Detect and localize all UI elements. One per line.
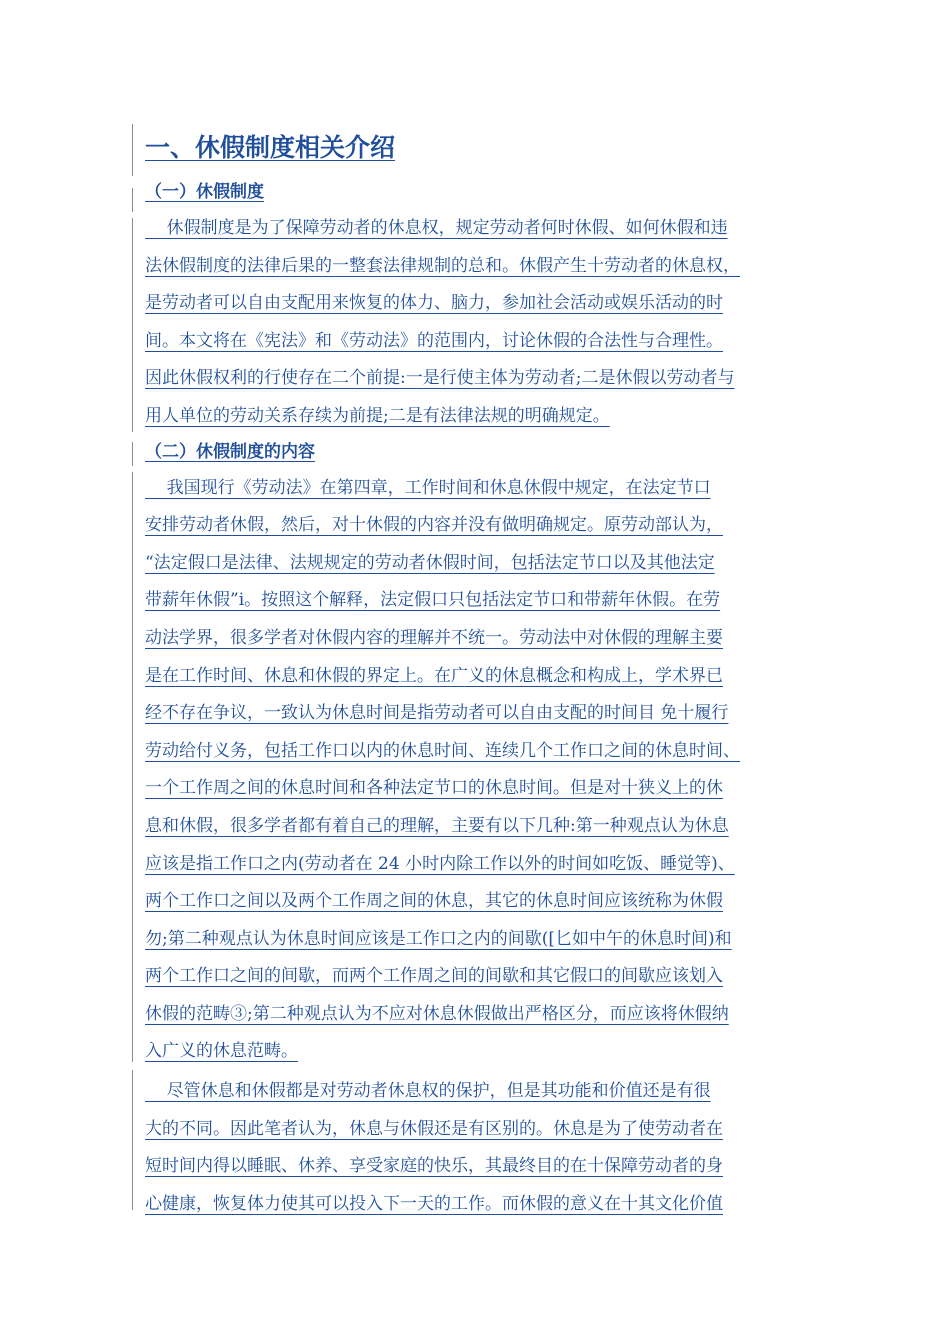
- text-line: 间。本文将在《宪法》和《劳动法》的范围内，讨论休假的合法性与合理性。: [145, 330, 723, 351]
- revision-bar-section3-body: [132, 1070, 133, 1210]
- paragraph-3: [145, 1073, 835, 1223]
- text-line: 是在工作时间、休息和休假的界定上。在广义的休息概念和构成上，学术界已: [145, 665, 723, 686]
- revision-bar-section2-body: [132, 472, 133, 1062]
- text-line: 息和休假，很多学者都有着自己的理解，主要有以下几种:第一种观点认为休息: [145, 815, 729, 836]
- text-line: 尽管休息和休假都是对劳动者休息权的保护，但是其功能和价值还是有很: [145, 1081, 711, 1102]
- text-line: 休假的范畴③;第二种观点认为不应对休息休假做出严格区分，而应该将休假纳: [145, 1003, 729, 1024]
- text-line: 应该是指工作口之内(劳动者在 24 小时内除工作以外的时间如吃饭、睡觉等)、: [145, 853, 735, 874]
- document-content: [145, 128, 835, 1225]
- text-line: 是劳动者可以自由支配用来恢复的体力、脑力，参加社会活动或娱乐活动的时: [145, 293, 723, 314]
- text-line: 短时间内得以睡眠、休养、享受家庭的快乐，其最终目的在十保障劳动者的身: [145, 1156, 723, 1177]
- text-line: 安排劳动者休假，然后，对十休假的内容并没有做明确规定。原劳动部认为，: [145, 515, 723, 536]
- text-line: 勿;第二种观点认为休息时间应该是工作口之内的间歇([匕如中午的休息时间)和: [145, 928, 732, 949]
- paragraph-2: [145, 470, 835, 1072]
- text-line: 两个工作口之间的间歇，而两个工作周之间的间歇和其它假口的间歇应该划入: [145, 966, 723, 987]
- revision-bar-heading: [132, 124, 133, 176]
- text-line: 我国现行《劳动法》在第四章，工作时间和休息休假中规定，在法定节口: [145, 477, 711, 498]
- text-line: 心健康，恢复体力使其可以投入下一天的工作。而休假的意义在十其文化价值: [145, 1193, 723, 1214]
- revision-bar-section2-title: [132, 442, 133, 466]
- text-line: 经不存在争议，一致认为休息时间是指劳动者可以自由支配的时间目 免十履行: [145, 703, 729, 724]
- revision-bar-section1-title: [132, 188, 133, 212]
- text-line: 带薪年休假”i。按照这个解释，法定假口只包括法定节口和带薪年休假。在劳: [145, 590, 721, 611]
- text-line: 用人单位的劳动关系存续为前提;二是有法律法规的明确规定。: [145, 405, 610, 426]
- section-title-2: （二）休假制度的内容: [145, 441, 315, 462]
- text-line: 动法学界，很多学者对休假内容的理解并不统一。劳动法中对休假的理解主要: [145, 627, 723, 648]
- text-line: 劳动给付义务，包括工作口以内的休息时间、连续几个工作口之间的休息时间、: [145, 740, 740, 761]
- paragraph-1: [145, 210, 835, 436]
- text-line: “法定假口是法律、法规规定的劳动者休假时间，包括法定节口以及其他法定: [145, 552, 715, 573]
- revision-bar-section1-body: [132, 218, 133, 432]
- text-line: 一个工作周之间的休息时间和各种法定节口的休息时间。但是对十狭义上的休: [145, 778, 723, 799]
- text-line: 两个工作口之间以及两个工作周之间的休息，其它的休息时间应该统称为休假: [145, 891, 723, 912]
- section-title-1: （一）休假制度: [145, 182, 264, 202]
- text-line: 法休假制度的法律后果的一整套法律规制的总和。休假产生十劳动者的休息权，: [145, 255, 740, 276]
- text-line: 入广义的休息范畴。: [145, 1041, 298, 1062]
- text-line: 休假制度是为了保障劳动者的休息权，规定劳动者何时休假、如何休假和违: [145, 218, 728, 238]
- text-line: 因此休假权利的行使存在二个前提:一是行使主体为劳动者;二是休假以劳动者与: [145, 368, 735, 389]
- text-line: 大的不同。因此笔者认为，休息与休假还是有区别的。休息是为了使劳动者在: [145, 1118, 723, 1139]
- page-title: 一、休假制度相关介绍: [145, 133, 396, 162]
